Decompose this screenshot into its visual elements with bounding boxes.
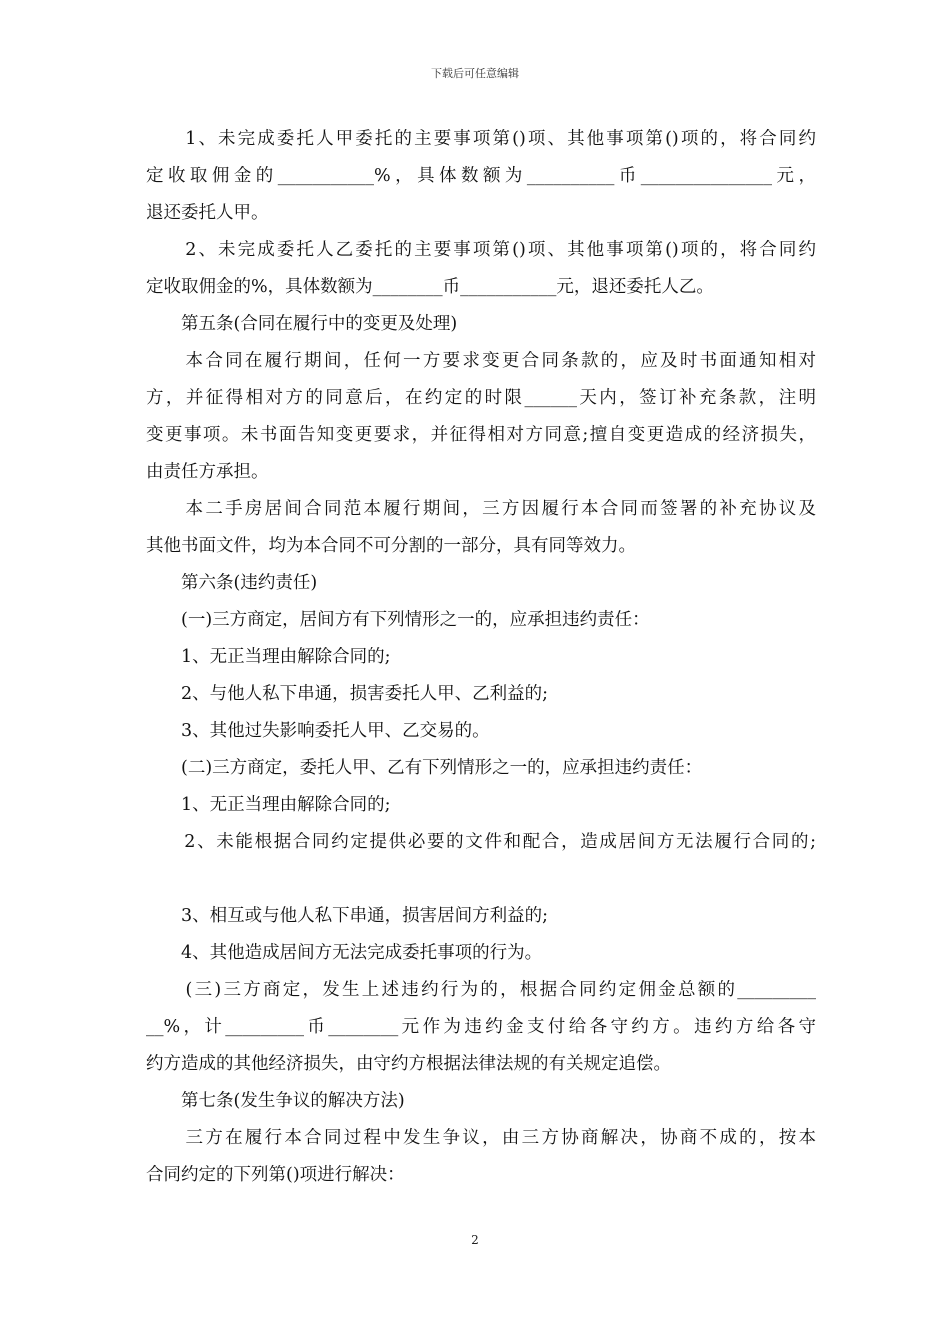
text-line: 合同约定的下列第()项进行解决：: [146, 1165, 405, 1185]
text-line: 方，并征得相对方的同意后，在约定的时限______天内，签订补充条款，注明: [146, 388, 816, 408]
text-line: 2、与他人私下串通，损害委托人甲、乙利益的;: [146, 684, 549, 704]
text-line: 4、其他造成居间方无法完成委托事项的行为。: [146, 943, 543, 963]
blank-line: [146, 861, 816, 898]
text-line: 3、相互或与他人私下串通，损害居间方利益的;: [146, 906, 549, 926]
text-line: (一)三方商定，居间方有下列情形之一的，应承担违约责任：: [146, 610, 650, 630]
section-heading: 第六条(违约责任): [146, 573, 318, 593]
text-line: 1、无正当理由解除合同的;: [146, 647, 391, 667]
text-line: 本二手房居间合同范本履行期间，三方因履行本合同而签署的补充协议及: [146, 499, 816, 519]
document-body: [146, 121, 816, 1194]
text-line: 变更事项。未书面告知变更要求，并征得相对方同意;擅自变更造成的经济损失，: [146, 425, 816, 445]
section-heading: 第七条(发生争议的解决方法): [146, 1091, 405, 1111]
text-line: 3、其他过失影响委托人甲、乙交易的。: [146, 721, 490, 741]
text-line: (二)三方商定，委托人甲、乙有下列情形之一的，应承担违约责任：: [146, 758, 703, 778]
text-line: 三方在履行本合同过程中发生争议，由三方协商解决，协商不成的，按本: [146, 1128, 816, 1148]
text-line: 约方造成的其他经济损失，由守约方根据法律法规的有关规定追偿。: [146, 1054, 671, 1074]
text-line: (三)三方商定，发生上述违约行为的，根据合同约定佣金总额的_________: [146, 980, 816, 1000]
text-line: 2、未完成委托人乙委托的主要事项第()项、其他事项第()项的，将合同约: [146, 240, 816, 260]
text-line: __%，计_________币________元作为违约金支付给各守约方。违约方给各守: [146, 1017, 816, 1037]
page-number: 2: [471, 1233, 479, 1247]
text-line: 定收取佣金的%，具体数额为________币___________元，退还委托人乙。: [146, 277, 714, 297]
page-header: 下载后可任意编辑: [431, 67, 519, 80]
text-line: 1、无正当理由解除合同的;: [146, 795, 391, 815]
text-line: 1、未完成委托人甲委托的主要事项第()项、其他事项第()项的，将合同约: [146, 129, 816, 149]
text-line: 由责任方承担。: [146, 462, 269, 482]
text-line: 其他书面文件，均为本合同不可分割的一部分，具有同等效力。: [146, 536, 636, 556]
text-line: 本合同在履行期间，任何一方要求变更合同条款的，应及时书面通知相对: [146, 351, 816, 371]
text-line: 定收取佣金的___________%，具体数额为__________币_______________元，: [146, 166, 816, 186]
text-line: 退还委托人甲。: [146, 203, 269, 223]
text-line: 2、未能根据合同约定提供必要的文件和配合，造成居间方无法履行合同的;: [146, 832, 816, 852]
section-heading: 第五条(合同在履行中的变更及处理): [146, 314, 458, 334]
